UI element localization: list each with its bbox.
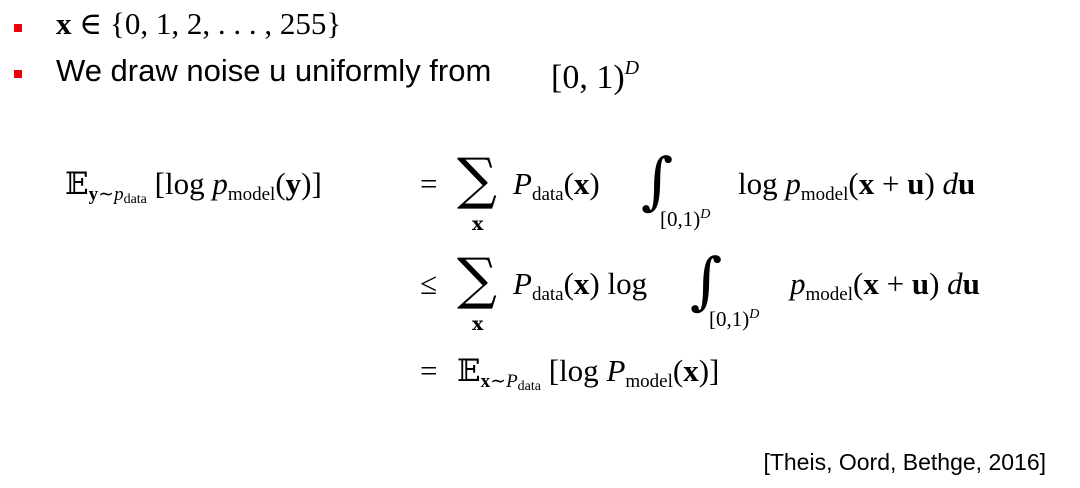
eq-line1-lhs: 𝔼$_{y\sim pdata}$ [log $p_{model}(y)$] <box>65 166 322 207</box>
bullet-marker-2 <box>14 70 22 78</box>
eq-line2-sum-index: x <box>472 313 484 335</box>
eq-line2-sum: ∑ <box>457 247 497 312</box>
x-vector: x <box>56 6 72 41</box>
interval: [0, 1) <box>551 59 625 96</box>
expectation-subscript: y∼pdata <box>88 184 147 207</box>
eq-line2-relation: ≤ <box>420 266 438 301</box>
eq-line2-integral: ∫ <box>690 244 723 317</box>
eq-line2-integral-domain: [0,1)$^D$ <box>709 307 760 331</box>
citation: [Theis, Oord, Bethge, 2016] <box>763 449 1046 475</box>
eq-line2-integrand: $p_{model}(x + u)$ du <box>790 266 980 305</box>
bullet-2-interval <box>551 58 639 95</box>
eq-line1-integrand: $\log p_{model}(x + u)$ du <box>738 166 976 205</box>
eq-line3-relation: = <box>420 353 438 388</box>
eq-line1-sum: ∑ <box>457 147 497 212</box>
bullet-1-math <box>56 8 341 39</box>
eq-line1-sum-index: x <box>472 213 484 235</box>
eq-line1-integral: ∫ <box>641 144 674 217</box>
value-set: {0, 1, 2, . . . , 255} <box>109 6 342 41</box>
bullet-2-text: We draw noise u uniformly from <box>56 53 492 88</box>
eq-line3-rhs: 𝔼$_{x\sim Pdata}$ [log $P_{model}(x)$] <box>457 353 720 394</box>
bullet-marker-1 <box>14 24 22 32</box>
eq-line2-pdata: $P_{data}(x)$ log <box>513 266 648 305</box>
eq-line1-pdata: $P_{data}(x)$ <box>513 166 600 205</box>
eq-line1-integral-domain: [0,1)$^D$ <box>660 207 711 231</box>
interval-exponent: D <box>624 57 640 79</box>
element-of: ∈ <box>79 6 103 41</box>
eq-line1-relation: = <box>420 166 438 201</box>
expectation-symbol: 𝔼 <box>65 166 89 201</box>
